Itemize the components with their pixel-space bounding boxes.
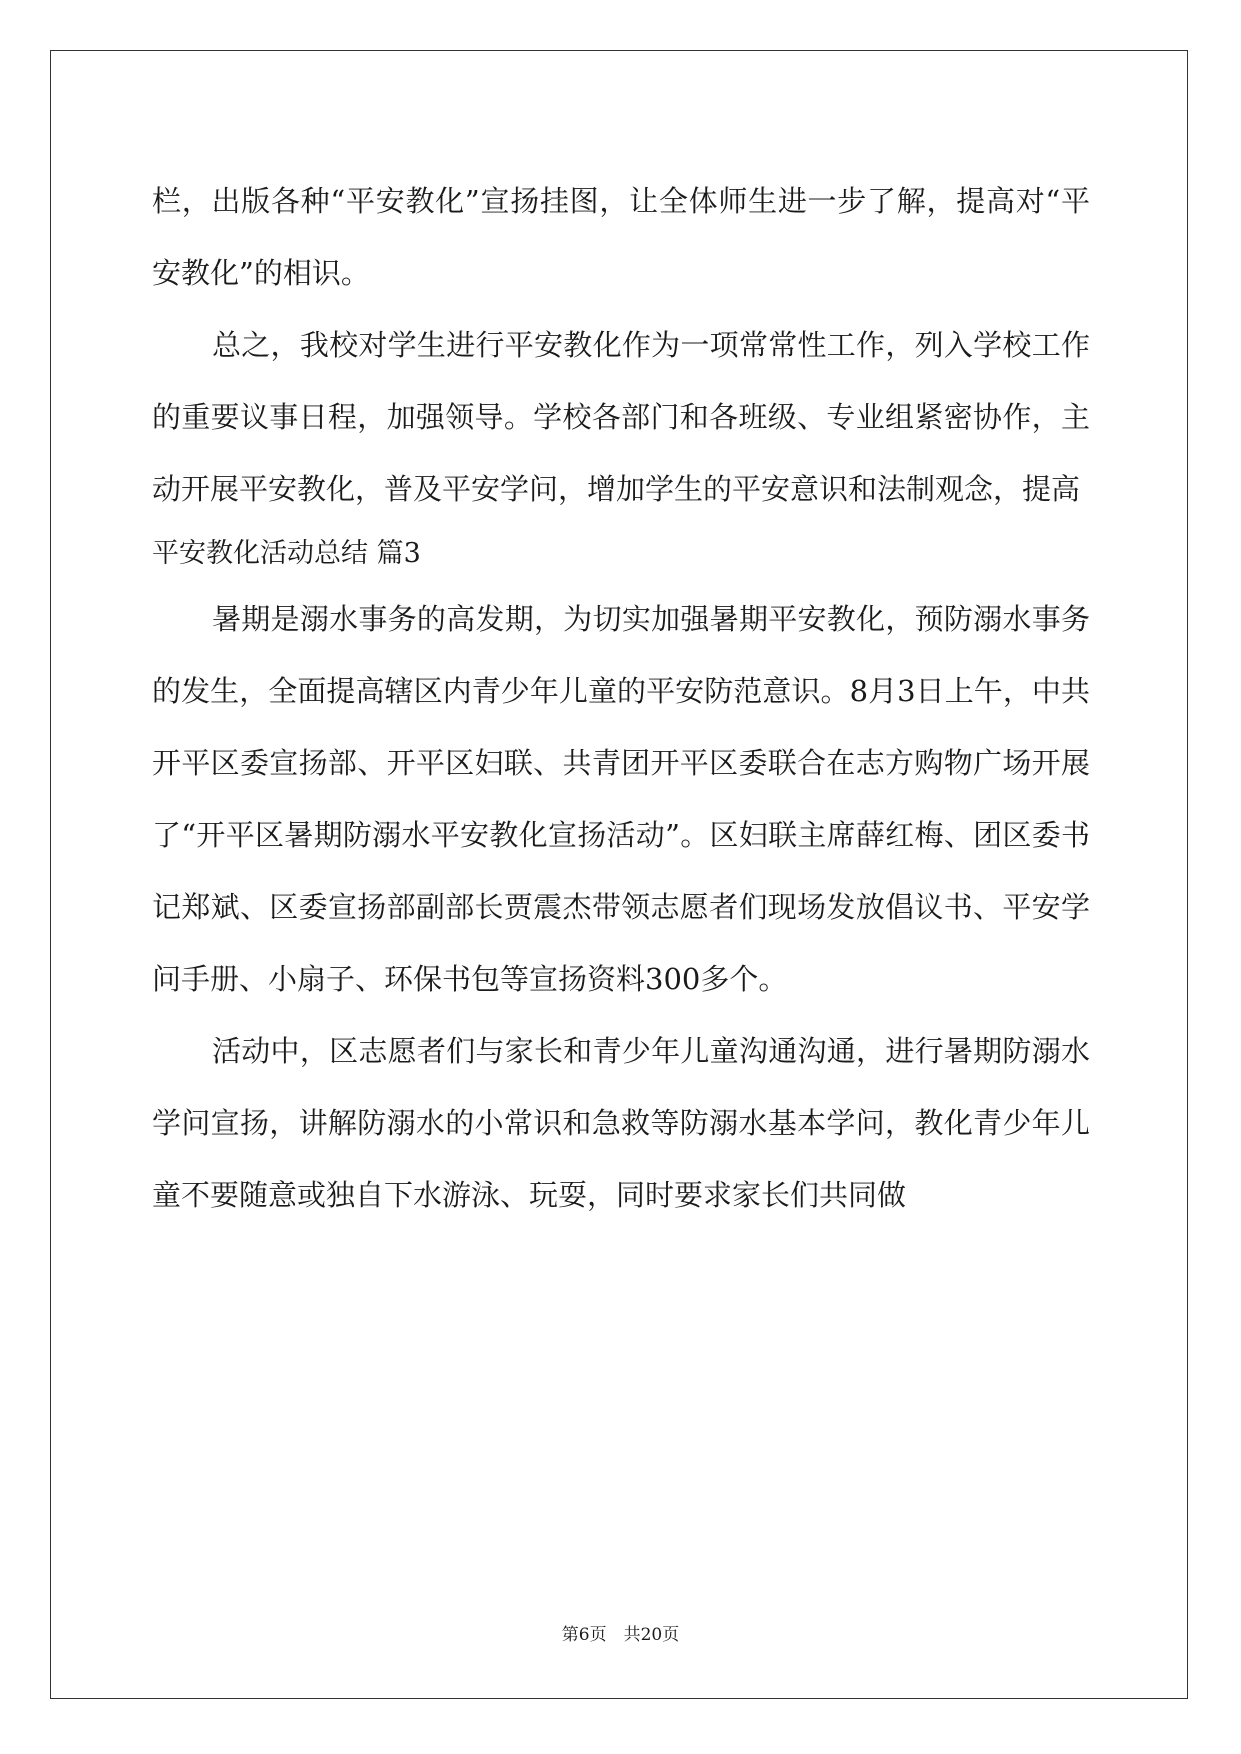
- page-number: 第6页 共20页: [561, 1625, 680, 1645]
- paragraph-4: 活动中，区志愿者们与家长和青少年儿童沟通沟通，进行暑期防溺水学问宣扬，讲解防溺水的小常识和急救等防溺水基本学问，教化青少年儿童不要随意或独自下水游泳、玩耍，同时要求家长们共同做: [152, 1034, 1090, 1212]
- paragraph-1: 栏，出版各种“平安教化”宣扬挂图，让全体师生进一步了解，提高对“平安教化”的相识。: [152, 184, 1090, 290]
- paragraph-2: 总之，我校对学生进行平安教化作为一项常常性工作，列入学校工作的重要议事日程，加强领导。学校各部门和各班级、专业组紧密协作，主动开展平安教化，普及平安学问，增加学生的平安意识和法制观念，提高: [152, 328, 1090, 506]
- document-body: [152, 165, 1090, 1231]
- paragraph-3: 暑期是溺水事务的高发期，为切实加强暑期平安教化，预防溺水事务的发生，全面提高辖区内青少年儿童的平安防范意识。8月3日上午，中共开平区委宣扬部、开平区妇联、共青团开平区委联合在志方购物广场开展了“开平区暑期防溺水平安教化宣扬活动”。区妇联主席薛红梅、团区委书记郑斌、区委宣扬部副部长贾震杰带领志愿者们现场发放倡议书、平安学问手册、小扇子、环保书包等宣扬资料300多个。: [152, 602, 1090, 996]
- section-heading: 平安教化活动总结 篇3: [152, 538, 421, 569]
